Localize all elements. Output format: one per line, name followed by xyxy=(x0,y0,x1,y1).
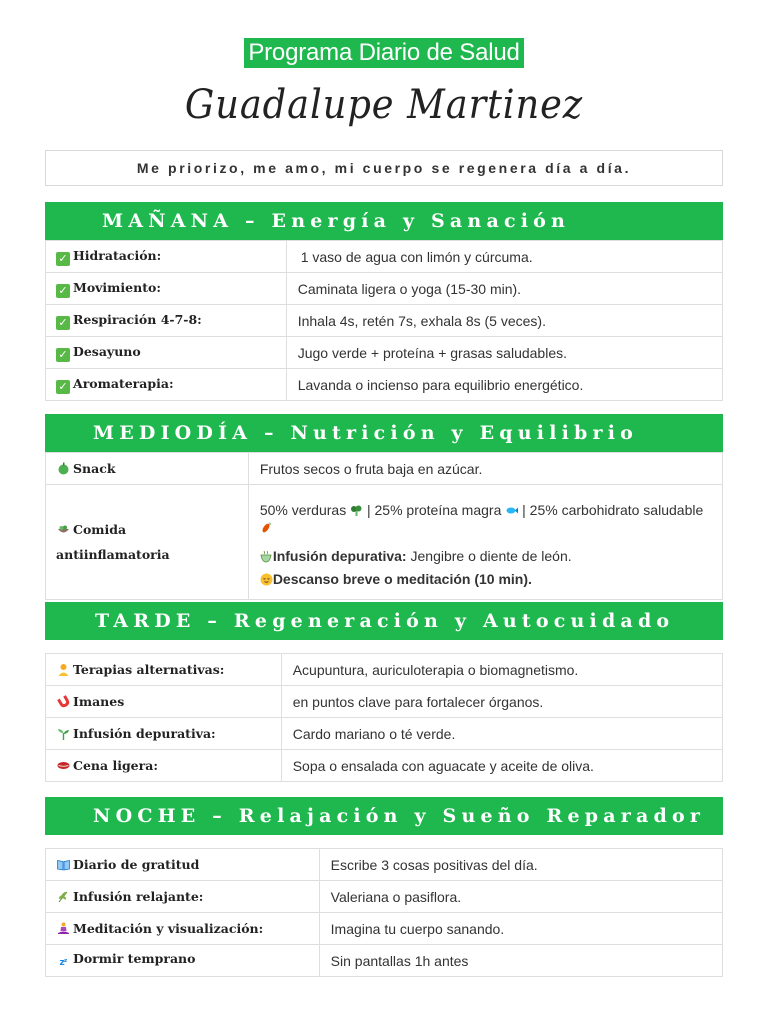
row-value: Lavanda o incienso para equilibrio energético. xyxy=(286,369,722,401)
table-row xyxy=(46,881,723,913)
page-title: Programa Diario de Salud xyxy=(244,38,523,68)
row-label: Movimiento: xyxy=(73,279,161,295)
row-label: Cena ligera: xyxy=(73,758,158,773)
herb-icon xyxy=(56,890,70,904)
plate-carbohidrato: | 25% carbohidrato saludable xyxy=(518,502,704,518)
row-label: Respiración 4-7-8: xyxy=(73,311,202,327)
row-value: Imagina tu cuerpo sanando. xyxy=(319,913,722,945)
table-row xyxy=(46,273,723,305)
therapist-icon xyxy=(56,663,70,677)
table-row xyxy=(46,453,723,485)
magnet-icon xyxy=(56,695,70,709)
sweet-potato-icon xyxy=(260,521,273,534)
row-label-cell xyxy=(46,337,287,369)
salad-bowl-icon xyxy=(56,523,70,537)
table-row xyxy=(46,750,723,782)
row-label-cell xyxy=(46,849,320,881)
row-value: Jugo verde + proteína + grasas saludables. xyxy=(286,337,722,369)
plate-proteina: | 25% proteína magra xyxy=(363,502,506,518)
row-value: en puntos clave para fortalecer órganos. xyxy=(281,686,722,718)
lips-icon xyxy=(56,759,70,773)
seedling-icon xyxy=(56,727,70,741)
comida-detail-cell xyxy=(248,485,722,600)
row-label-cell xyxy=(46,369,287,401)
row-label-cell xyxy=(46,945,320,977)
row-label-cell xyxy=(46,273,287,305)
section-heading-noche: NOCHE – Relajación y Sueño Reparador xyxy=(45,797,723,835)
section-heading-manana: MAÑANA – Energía y Sanación xyxy=(45,202,723,240)
meditation-icon xyxy=(56,922,70,936)
infusion-value: Jengibre o diente de león. xyxy=(406,548,572,564)
row-label-cell xyxy=(46,913,320,945)
row-label-cell xyxy=(46,718,282,750)
plate-line xyxy=(260,502,714,536)
book-icon xyxy=(56,858,70,872)
row-label: Imanes xyxy=(73,694,125,709)
table-row xyxy=(46,337,723,369)
section-heading-mediodia: MEDIODÍA – Nutrición y Equilibrio xyxy=(45,414,723,452)
sleep-icon: zᶻ xyxy=(59,958,67,968)
infusion-label: Infusión depurativa: xyxy=(272,548,407,564)
descanso-line xyxy=(260,571,714,588)
tea-icon xyxy=(260,550,273,563)
motto-box: Me priorizo, me amo, mi cuerpo se regenera día a día. xyxy=(45,150,723,186)
row-label-cell xyxy=(46,485,249,600)
table-row xyxy=(46,945,723,977)
row-label-cell xyxy=(46,654,282,686)
check-icon: ✓ xyxy=(56,380,70,394)
row-value: Cardo mariano o té verde. xyxy=(281,718,722,750)
row-label: Hidratación: xyxy=(73,247,162,263)
infusion-line xyxy=(260,548,714,565)
table-row xyxy=(46,485,723,600)
section-heading-tarde: TARDE – Regeneración y Autocuidado xyxy=(45,602,723,640)
fish-icon xyxy=(505,504,518,517)
comida-label-cont: antiinflamatoria xyxy=(56,547,170,562)
table-mediodia xyxy=(45,452,723,600)
row-value: Escribe 3 cosas positivas del día. xyxy=(319,849,722,881)
descanso-text: Descanso breve o meditación (10 min). xyxy=(272,571,532,587)
row-label-cell xyxy=(46,881,320,913)
broccoli-icon xyxy=(350,504,363,517)
relieved-face-icon xyxy=(260,573,273,586)
table-row xyxy=(46,369,723,401)
row-value: Valeriana o pasiflora. xyxy=(319,881,722,913)
snack-value: Frutos secos o fruta baja en azúcar. xyxy=(248,453,722,485)
table-row xyxy=(46,654,723,686)
row-label-cell xyxy=(46,750,282,782)
table-tarde xyxy=(45,653,723,782)
table-row xyxy=(46,241,723,273)
table-row xyxy=(46,849,723,881)
plate-verduras: 50% verduras xyxy=(259,502,347,518)
title-wrapper xyxy=(0,38,768,68)
row-label: Infusión depurativa: xyxy=(73,726,216,741)
check-icon: ✓ xyxy=(56,252,70,266)
row-value: Inhala 4s, retén 7s, exhala 8s (5 veces). xyxy=(286,305,722,337)
row-label: Meditación y visualización: xyxy=(73,921,264,936)
row-label-cell xyxy=(46,241,287,273)
row-label: Desayuno xyxy=(73,343,141,359)
row-label: Terapias alternativas: xyxy=(73,662,225,677)
check-icon: ✓ xyxy=(56,284,70,298)
check-icon: ✓ xyxy=(56,348,70,362)
row-label: Diario de gratitud xyxy=(73,857,200,872)
row-label: Aromaterapia: xyxy=(73,375,174,391)
row-value: Acupuntura, auriculoterapia o biomagnetismo. xyxy=(281,654,722,686)
row-value: Sin pantallas 1h antes xyxy=(319,945,722,977)
row-value: 1 vaso de agua con limón y cúrcuma. xyxy=(286,241,722,273)
snack-label: Snack xyxy=(73,461,116,476)
comida-label: Comida xyxy=(73,522,127,537)
row-label: Infusión relajante: xyxy=(73,889,204,904)
apple-icon xyxy=(56,462,70,476)
row-label-cell xyxy=(46,686,282,718)
row-label-cell xyxy=(46,305,287,337)
row-value: Caminata ligera o yoga (15-30 min). xyxy=(286,273,722,305)
row-label-cell xyxy=(46,453,249,485)
row-label: Dormir temprano xyxy=(73,951,196,966)
table-row xyxy=(46,686,723,718)
table-manana xyxy=(45,240,723,401)
table-row xyxy=(46,718,723,750)
check-icon: ✓ xyxy=(56,316,70,330)
table-noche xyxy=(45,848,723,977)
signature-name: Guadalupe Martinez xyxy=(184,82,584,128)
table-row xyxy=(46,913,723,945)
table-row xyxy=(46,305,723,337)
row-value: Sopa o ensalada con aguacate y aceite de oliva. xyxy=(281,750,722,782)
